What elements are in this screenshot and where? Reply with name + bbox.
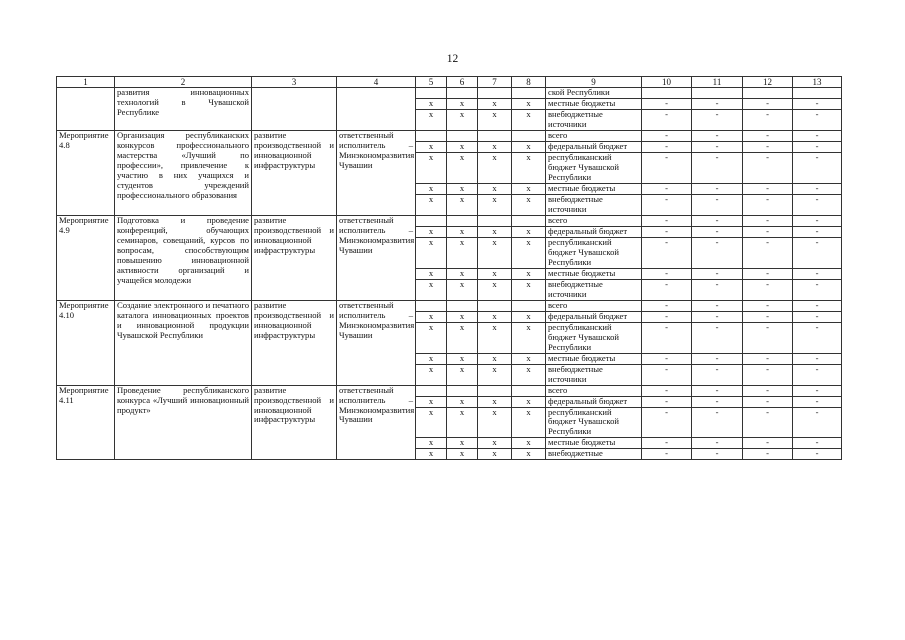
measure-goal: развитие производственной и инновационной инфраструктуры <box>252 300 337 385</box>
x-mark <box>447 385 478 396</box>
amount-cell: - <box>793 385 842 396</box>
measure-id: Мероприятие 4.11 <box>57 385 115 460</box>
x-mark: x <box>478 195 512 216</box>
amount-cell: - <box>642 311 692 322</box>
x-mark: x <box>478 184 512 195</box>
x-mark <box>512 300 546 311</box>
amount-cell: - <box>692 142 743 153</box>
amount-cell: - <box>793 449 842 460</box>
amount-cell: - <box>743 238 793 269</box>
amount-cell: - <box>642 449 692 460</box>
measure-title: развития инновационных технологий в Чувашской Республике <box>115 88 252 131</box>
col-header: 10 <box>642 77 692 88</box>
x-mark: x <box>512 153 546 184</box>
amount-cell: - <box>692 153 743 184</box>
x-mark: x <box>512 322 546 353</box>
amount-cell: - <box>743 385 793 396</box>
col-header: 7 <box>478 77 512 88</box>
x-mark: x <box>478 110 512 131</box>
amount-cell: - <box>642 300 692 311</box>
amount-cell: - <box>743 216 793 227</box>
funding-source: федеральный бюджет <box>546 396 642 407</box>
x-mark: x <box>512 227 546 238</box>
table-row <box>57 300 842 311</box>
x-mark: x <box>416 279 447 300</box>
x-mark: x <box>478 407 512 438</box>
amount-cell: - <box>692 396 743 407</box>
funding-source: внебюджетные источники <box>546 195 642 216</box>
measure-goal: развитие производственной и инновационной инфраструктуры <box>252 385 337 460</box>
x-mark: x <box>512 353 546 364</box>
funding-source: республиканский бюджет Чувашской Республики <box>546 407 642 438</box>
amount-cell <box>743 88 793 99</box>
funding-source: местные бюджеты <box>546 99 642 110</box>
amount-cell: - <box>793 268 842 279</box>
x-mark: x <box>447 407 478 438</box>
x-mark: x <box>512 184 546 195</box>
x-mark <box>478 216 512 227</box>
amount-cell: - <box>692 238 743 269</box>
amount-cell: - <box>743 438 793 449</box>
amount-cell: - <box>642 99 692 110</box>
funding-source: федеральный бюджет <box>546 311 642 322</box>
amount-cell: - <box>793 364 842 385</box>
x-mark: x <box>512 99 546 110</box>
amount-cell: - <box>793 153 842 184</box>
x-mark: x <box>512 279 546 300</box>
amount-cell: - <box>793 142 842 153</box>
amount-cell: - <box>793 279 842 300</box>
funding-source: республиканский бюджет Чувашской Республики <box>546 153 642 184</box>
x-mark: x <box>416 396 447 407</box>
table-row <box>57 131 842 142</box>
amount-cell: - <box>642 227 692 238</box>
x-mark: x <box>478 449 512 460</box>
x-mark: x <box>512 110 546 131</box>
x-mark: x <box>447 396 478 407</box>
measure-title: Проведение республиканского конкурса «Лучший инновационный продукт» <box>115 385 252 460</box>
x-mark: x <box>447 110 478 131</box>
col-header: 11 <box>692 77 743 88</box>
x-mark: x <box>447 195 478 216</box>
x-mark: x <box>447 279 478 300</box>
table-body <box>57 88 842 460</box>
amount-cell: - <box>793 195 842 216</box>
x-mark: x <box>512 438 546 449</box>
x-mark: x <box>447 99 478 110</box>
funding-source: ской Республики <box>546 88 642 99</box>
funding-source: внебюджетные источники <box>546 110 642 131</box>
x-mark: x <box>416 227 447 238</box>
x-mark: x <box>512 195 546 216</box>
x-mark <box>416 385 447 396</box>
measure-id-cell <box>57 88 115 131</box>
amount-cell: - <box>793 438 842 449</box>
amount-cell: - <box>793 311 842 322</box>
amount-cell: - <box>692 300 743 311</box>
page-number: 12 <box>446 53 459 65</box>
amount-cell: - <box>692 184 743 195</box>
x-mark: x <box>447 311 478 322</box>
amount-cell: - <box>642 153 692 184</box>
x-mark: x <box>416 142 447 153</box>
funding-source: местные бюджеты <box>546 268 642 279</box>
amount-cell: - <box>793 184 842 195</box>
funding-source: внебюджетные <box>546 449 642 460</box>
x-mark: x <box>416 110 447 131</box>
x-mark <box>416 216 447 227</box>
x-mark: x <box>478 279 512 300</box>
x-mark: x <box>447 227 478 238</box>
x-mark: x <box>478 438 512 449</box>
x-mark: x <box>478 238 512 269</box>
funding-source: всего <box>546 216 642 227</box>
amount-cell: - <box>642 216 692 227</box>
x-mark <box>447 300 478 311</box>
measure-id: Мероприятие 4.9 <box>57 216 115 301</box>
x-mark <box>512 88 546 99</box>
funding-source: всего <box>546 131 642 142</box>
amount-cell: - <box>692 195 743 216</box>
x-mark: x <box>447 322 478 353</box>
col-header: 2 <box>115 77 252 88</box>
amount-cell: - <box>743 300 793 311</box>
amount-cell: - <box>743 184 793 195</box>
amount-cell: - <box>743 364 793 385</box>
amount-cell: - <box>692 131 743 142</box>
amount-cell: - <box>692 407 743 438</box>
x-mark: x <box>416 438 447 449</box>
table-row <box>57 385 842 396</box>
amount-cell: - <box>743 131 793 142</box>
amount-cell: - <box>642 110 692 131</box>
measure-title: Подготовка и проведение конференций, обучающих семинаров, совещаний, курсов по вопросам, способствующим повышению инновационной активности организаций и учащейся молодежи <box>115 216 252 301</box>
amount-cell: - <box>692 385 743 396</box>
amount-cell: - <box>793 396 842 407</box>
x-mark: x <box>447 184 478 195</box>
x-mark: x <box>512 364 546 385</box>
x-mark: x <box>447 142 478 153</box>
amount-cell: - <box>692 268 743 279</box>
goal-cell <box>252 88 337 131</box>
funding-source: республиканский бюджет Чувашской Республики <box>546 238 642 269</box>
x-mark <box>512 131 546 142</box>
funding-source: всего <box>546 300 642 311</box>
amount-cell: - <box>692 279 743 300</box>
amount-cell: - <box>793 110 842 131</box>
x-mark: x <box>512 268 546 279</box>
amount-cell: - <box>692 438 743 449</box>
col-header: 1 <box>57 77 115 88</box>
col-header: 9 <box>546 77 642 88</box>
x-mark: x <box>447 449 478 460</box>
funding-source: местные бюджеты <box>546 184 642 195</box>
amount-cell: - <box>793 300 842 311</box>
amount-cell: - <box>692 311 743 322</box>
amount-cell: - <box>692 353 743 364</box>
amount-cell: - <box>743 227 793 238</box>
x-mark <box>416 300 447 311</box>
x-mark: x <box>512 311 546 322</box>
x-mark <box>478 300 512 311</box>
amount-cell: - <box>692 449 743 460</box>
funding-source: внебюджетные источники <box>546 364 642 385</box>
measure-goal: развитие производственной и инновационной инфраструктуры <box>252 216 337 301</box>
amount-cell: - <box>642 407 692 438</box>
x-mark <box>447 216 478 227</box>
x-mark <box>447 88 478 99</box>
column-number-row <box>57 77 842 88</box>
x-mark: x <box>416 449 447 460</box>
x-mark: x <box>447 153 478 184</box>
x-mark: x <box>478 268 512 279</box>
x-mark: x <box>447 353 478 364</box>
program-table <box>56 76 842 460</box>
x-mark: x <box>416 311 447 322</box>
amount-cell: - <box>642 142 692 153</box>
measure-goal: развитие производственной и инновационной инфраструктуры <box>252 131 337 216</box>
amount-cell: - <box>642 238 692 269</box>
amount-cell: - <box>743 322 793 353</box>
x-mark <box>447 131 478 142</box>
x-mark: x <box>512 142 546 153</box>
x-mark: x <box>416 268 447 279</box>
amount-cell: - <box>743 449 793 460</box>
x-mark: x <box>478 364 512 385</box>
amount-cell: - <box>743 268 793 279</box>
table-row <box>57 88 842 99</box>
amount-cell: - <box>642 279 692 300</box>
amount-cell <box>692 88 743 99</box>
col-header: 5 <box>416 77 447 88</box>
amount-cell: - <box>793 131 842 142</box>
amount-cell: - <box>642 438 692 449</box>
x-mark: x <box>478 99 512 110</box>
col-header: 4 <box>337 77 416 88</box>
col-header: 6 <box>447 77 478 88</box>
amount-cell: - <box>692 110 743 131</box>
x-mark <box>478 385 512 396</box>
funding-source: федеральный бюджет <box>546 227 642 238</box>
x-mark: x <box>478 322 512 353</box>
x-mark: x <box>416 322 447 353</box>
amount-cell: - <box>793 353 842 364</box>
funding-source: внебюджетные источники <box>546 279 642 300</box>
amount-cell: - <box>743 195 793 216</box>
x-mark: x <box>512 449 546 460</box>
amount-cell: - <box>692 227 743 238</box>
amount-cell <box>642 88 692 99</box>
x-mark: x <box>478 396 512 407</box>
measure-id: Мероприятие 4.10 <box>57 300 115 385</box>
funding-source: местные бюджеты <box>546 353 642 364</box>
x-mark: x <box>416 407 447 438</box>
x-mark: x <box>447 364 478 385</box>
funding-source: всего <box>546 385 642 396</box>
amount-cell <box>793 88 842 99</box>
amount-cell: - <box>642 322 692 353</box>
x-mark: x <box>478 353 512 364</box>
x-mark <box>478 88 512 99</box>
x-mark <box>512 385 546 396</box>
x-mark: x <box>512 396 546 407</box>
x-mark: x <box>447 238 478 269</box>
amount-cell: - <box>793 407 842 438</box>
col-header: 8 <box>512 77 546 88</box>
measure-executor: ответственный исполнитель – Минэкономразвития Чувашии <box>337 300 416 385</box>
x-mark: x <box>478 153 512 184</box>
measure-title: Организация республиканских конкурсов профессионального мастерства «Лучший по профессии», привлечение к участию в них учащихся и студентов учреждений профессионального образования <box>115 131 252 216</box>
amount-cell: - <box>642 396 692 407</box>
x-mark: x <box>512 407 546 438</box>
amount-cell: - <box>743 279 793 300</box>
amount-cell: - <box>743 396 793 407</box>
funding-source: местные бюджеты <box>546 438 642 449</box>
amount-cell: - <box>743 311 793 322</box>
amount-cell: - <box>642 353 692 364</box>
amount-cell: - <box>642 131 692 142</box>
measure-title: Создание электронного и печатного каталога инновационных проектов и инновационной продукции Чувашской Республики <box>115 300 252 385</box>
funding-source: республиканский бюджет Чувашской Республики <box>546 322 642 353</box>
x-mark: x <box>478 311 512 322</box>
amount-cell: - <box>642 364 692 385</box>
measure-executor: ответственный исполнитель – Минэкономразвития Чувашии <box>337 385 416 460</box>
amount-cell: - <box>642 268 692 279</box>
amount-cell: - <box>743 353 793 364</box>
amount-cell: - <box>692 216 743 227</box>
x-mark: x <box>416 153 447 184</box>
amount-cell: - <box>743 153 793 184</box>
x-mark: x <box>416 99 447 110</box>
amount-cell: - <box>793 322 842 353</box>
executor-cell <box>337 88 416 131</box>
x-mark <box>512 216 546 227</box>
amount-cell: - <box>642 184 692 195</box>
x-mark: x <box>478 142 512 153</box>
amount-cell: - <box>793 238 842 269</box>
x-mark <box>478 131 512 142</box>
amount-cell: - <box>793 216 842 227</box>
col-header: 3 <box>252 77 337 88</box>
x-mark: x <box>512 238 546 269</box>
amount-cell: - <box>743 110 793 131</box>
amount-cell: - <box>793 227 842 238</box>
measure-id: Мероприятие 4.8 <box>57 131 115 216</box>
col-header: 13 <box>793 77 842 88</box>
amount-cell: - <box>642 195 692 216</box>
funding-source: федеральный бюджет <box>546 142 642 153</box>
x-mark: x <box>416 364 447 385</box>
x-mark: x <box>447 438 478 449</box>
amount-cell: - <box>692 322 743 353</box>
amount-cell: - <box>743 142 793 153</box>
amount-cell: - <box>692 364 743 385</box>
measure-executor: ответственный исполнитель – Минэкономразвития Чувашии <box>337 216 416 301</box>
x-mark: x <box>416 184 447 195</box>
x-mark: x <box>416 238 447 269</box>
x-mark: x <box>416 353 447 364</box>
x-mark: x <box>478 227 512 238</box>
table-row <box>57 216 842 227</box>
amount-cell: - <box>743 407 793 438</box>
x-mark: x <box>447 268 478 279</box>
col-header: 12 <box>743 77 793 88</box>
x-mark: x <box>416 195 447 216</box>
amount-cell: - <box>743 99 793 110</box>
x-mark <box>416 131 447 142</box>
x-mark <box>416 88 447 99</box>
amount-cell: - <box>692 99 743 110</box>
measure-executor: ответственный исполнитель – Минэкономразвития Чувашии <box>337 131 416 216</box>
amount-cell: - <box>642 385 692 396</box>
amount-cell: - <box>793 99 842 110</box>
